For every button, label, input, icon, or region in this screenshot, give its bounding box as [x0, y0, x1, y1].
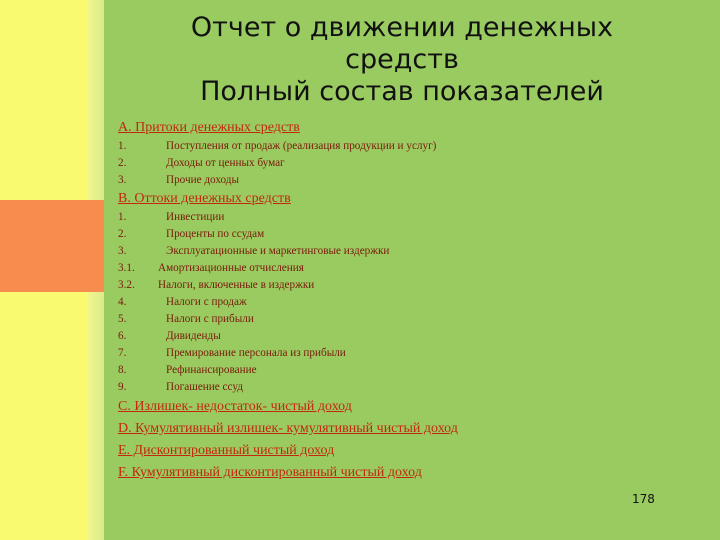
item-text: Премирование персонала из прибыли: [166, 347, 346, 359]
item-text: Рефинансирование: [166, 364, 257, 376]
list-item: [118, 155, 708, 172]
section-cumulative-discounted-heading: F. Кумулятивный дисконтированный чистый доход: [118, 465, 422, 480]
list-item: [118, 172, 708, 189]
item-number: 1.: [118, 140, 127, 152]
item-text: Эксплуатационные и маркетинговые издержки: [166, 245, 390, 257]
list-item: [118, 277, 708, 294]
item-text: Амортизационные отчисления: [158, 262, 304, 274]
item-text: Дивиденды: [166, 330, 221, 342]
list-item: [118, 226, 708, 243]
item-number: 3.1.: [118, 262, 135, 274]
list-item: [118, 260, 708, 277]
list-item: [118, 362, 708, 379]
section-outflows-heading: В. Оттоки денежных средств: [118, 191, 291, 206]
title-line-1: Отчет о движении денежных: [190, 12, 614, 43]
list-item: [118, 345, 708, 362]
item-text: Поступления от продаж (реализация продукции и услуг): [166, 140, 437, 152]
indicator-list: [118, 118, 708, 484]
item-text: Погашение ссуд: [166, 381, 243, 393]
section-surplus-heading: С. Излишек- недостаток- чистый доход: [118, 399, 352, 414]
item-number: 9.: [118, 381, 127, 393]
item-number: 2.: [118, 157, 127, 169]
list-item: [118, 311, 708, 328]
item-text: Налоги, включенные в издержки: [158, 279, 315, 291]
item-number: 8.: [118, 364, 127, 376]
item-number: 4.: [118, 296, 127, 308]
section-inflows-heading: А. Притоки денежных средств: [118, 120, 300, 135]
item-number: 2.: [118, 228, 127, 240]
item-text: Налоги с продаж: [166, 296, 247, 308]
item-text: Инвестиции: [166, 211, 225, 223]
item-text: Прочие доходы: [166, 174, 240, 186]
page-number: 178: [632, 492, 655, 506]
title-line-2: средств: [345, 44, 459, 75]
item-number: 3.: [118, 245, 127, 257]
slide-title: [104, 12, 700, 108]
orange-accent-block: [0, 200, 104, 292]
section-discounted-heading: Е. Дисконтированный чистый доход: [118, 443, 335, 458]
item-text: Доходы от ценных бумаг: [166, 157, 285, 169]
item-number: 6.: [118, 330, 127, 342]
item-number: 5.: [118, 313, 127, 325]
item-number: 7.: [118, 347, 127, 359]
list-item: [118, 243, 708, 260]
item-number: 3.2.: [118, 279, 135, 291]
section-cumulative-heading: D. Кумулятивный излишек- кумулятивный чистый доход: [118, 421, 458, 436]
item-number: 1.: [118, 211, 127, 223]
list-item: [118, 138, 708, 155]
item-number: 3.: [118, 174, 127, 186]
list-item: [118, 209, 708, 226]
title-line-3: Полный состав показателей: [200, 76, 604, 107]
item-text: Налоги с прибыли: [166, 313, 254, 325]
list-item: [118, 328, 708, 345]
item-text: Проценты по ссудам: [166, 228, 265, 240]
list-item: [118, 379, 708, 396]
list-item: [118, 294, 708, 311]
